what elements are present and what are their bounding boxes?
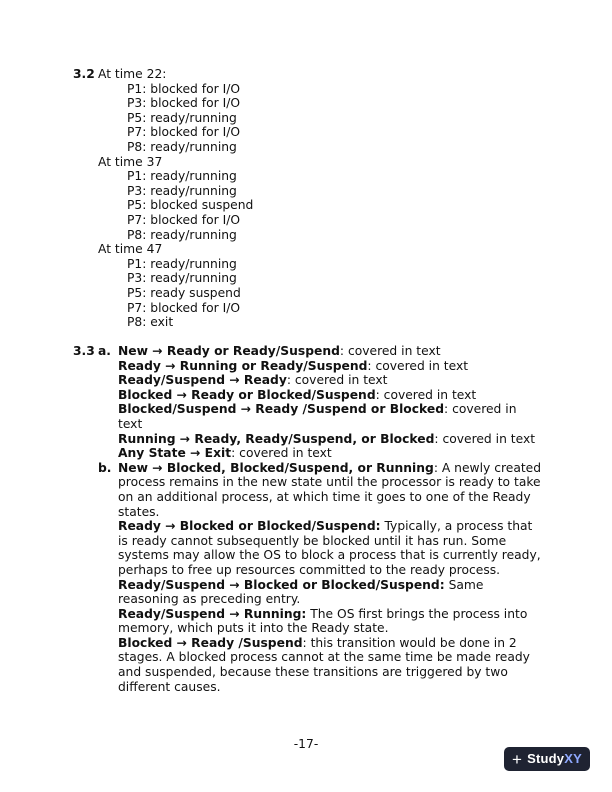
- transition-label: New → Blocked, Blocked/Suspend, or Running: [118, 460, 434, 475]
- transition-text: : this transition would be done in 2 stages. A blocked process cannot at the same time be made ready and suspended, because these transitions are triggered by two different causes.: [118, 635, 530, 694]
- group-time-22: [73, 67, 253, 82]
- part-a-entry: [118, 344, 543, 359]
- brand-xy: XY: [564, 750, 582, 766]
- list-item: P7: blocked for I/O: [127, 300, 241, 315]
- part-a-entry: [118, 432, 543, 447]
- part-a-entry: [118, 373, 543, 388]
- plus-icon: +: [511, 749, 523, 769]
- list-item: P5: ready suspend: [127, 285, 241, 300]
- part-a-entry: [118, 388, 543, 403]
- part-b-entry: [118, 607, 543, 636]
- transition-text: : covered in text: [339, 344, 441, 358]
- transition-label: Ready → Running or Ready/Suspend: [118, 358, 368, 373]
- transition-text: : covered in text: [118, 402, 517, 431]
- group-heading: At time 47: [98, 242, 163, 257]
- part-b: [98, 461, 543, 695]
- brand-study: Study: [527, 750, 565, 766]
- part-a-entry: [118, 359, 543, 374]
- transition-label: Ready/Suspend → Ready: [118, 373, 287, 388]
- list-item: P3: ready/running: [127, 271, 237, 286]
- transition-label: Ready → Blocked or Blocked/Suspend:: [118, 519, 381, 534]
- list-item: P7: blocked for I/O: [127, 125, 241, 140]
- list-item: P8: ready/running: [127, 227, 237, 242]
- part-letter-b: b.: [98, 460, 112, 475]
- part-b-entry: [118, 578, 543, 607]
- transition-text: : A newly created process remains in the new state until the processor is ready to take on an additional process, at which time it goes to one of the Ready states.: [118, 460, 542, 519]
- part-b-entry: [118, 461, 543, 519]
- list-item: P3: ready/running: [127, 183, 237, 198]
- transition-label: Running → Ready, Ready/Suspend, or Blocked: [118, 431, 435, 446]
- part-a-entry: [118, 402, 543, 431]
- transition-label: Blocked/Suspend → Ready /Suspend or Blocked: [118, 402, 445, 417]
- transition-label: Ready/Suspend → Running:: [118, 606, 307, 621]
- transition-label: Blocked → Ready /Suspend: [118, 635, 303, 650]
- transition-text: : covered in text: [375, 387, 477, 402]
- transition-label: Blocked → Ready or Blocked/Suspend: [118, 387, 376, 402]
- list-item: P3: blocked for I/O: [127, 96, 241, 111]
- section-3-2: [73, 67, 253, 330]
- transition-label: Any State → Exit: [118, 446, 232, 461]
- part-b-entry: [118, 636, 543, 694]
- transition-text: : covered in text: [286, 373, 388, 388]
- transition-text: : covered in text: [367, 358, 469, 373]
- part-a-entry: [118, 446, 543, 461]
- transition-label: Ready/Suspend → Blocked or Blocked/Suspend:: [118, 577, 445, 592]
- transition-label: New → Ready or Ready/Suspend: [118, 344, 340, 358]
- list-item: P7: blocked for I/O: [127, 212, 241, 227]
- studyxy-logo: [504, 747, 590, 771]
- list-item: P1: blocked for I/O: [127, 81, 241, 96]
- section-number: 3.2: [73, 67, 95, 81]
- part-b-entry: [118, 519, 543, 577]
- transition-text: Same reasoning as preceding entry.: [118, 577, 484, 607]
- list-item: P5: blocked suspend: [127, 198, 254, 213]
- list-item: P1: ready/running: [127, 256, 237, 271]
- list-item: P8: exit: [127, 315, 174, 330]
- group-heading: At time 37: [98, 154, 163, 169]
- list-item: P5: ready/running: [127, 110, 237, 125]
- page-number: -17-: [293, 737, 319, 751]
- transition-text: : covered in text: [434, 431, 536, 446]
- transition-text: The OS first brings the process into memory, which puts it into the Ready state.: [118, 606, 528, 636]
- part-letter-a: a.: [98, 344, 111, 358]
- section-number: 3.3: [73, 344, 95, 358]
- list-item: P8: ready/running: [127, 139, 237, 154]
- transition-text: Typically, a process that is ready cannot subsequently be blocked until it has run. Some systems may allow the OS to block a process that is currently ready, perhaps to free up resources committed to the ready process.: [118, 519, 541, 577]
- list-item: P1: ready/running: [127, 169, 237, 184]
- transition-text: : covered in text: [231, 446, 332, 461]
- group-heading: At time 22:: [98, 67, 167, 81]
- part-a: [98, 344, 543, 694]
